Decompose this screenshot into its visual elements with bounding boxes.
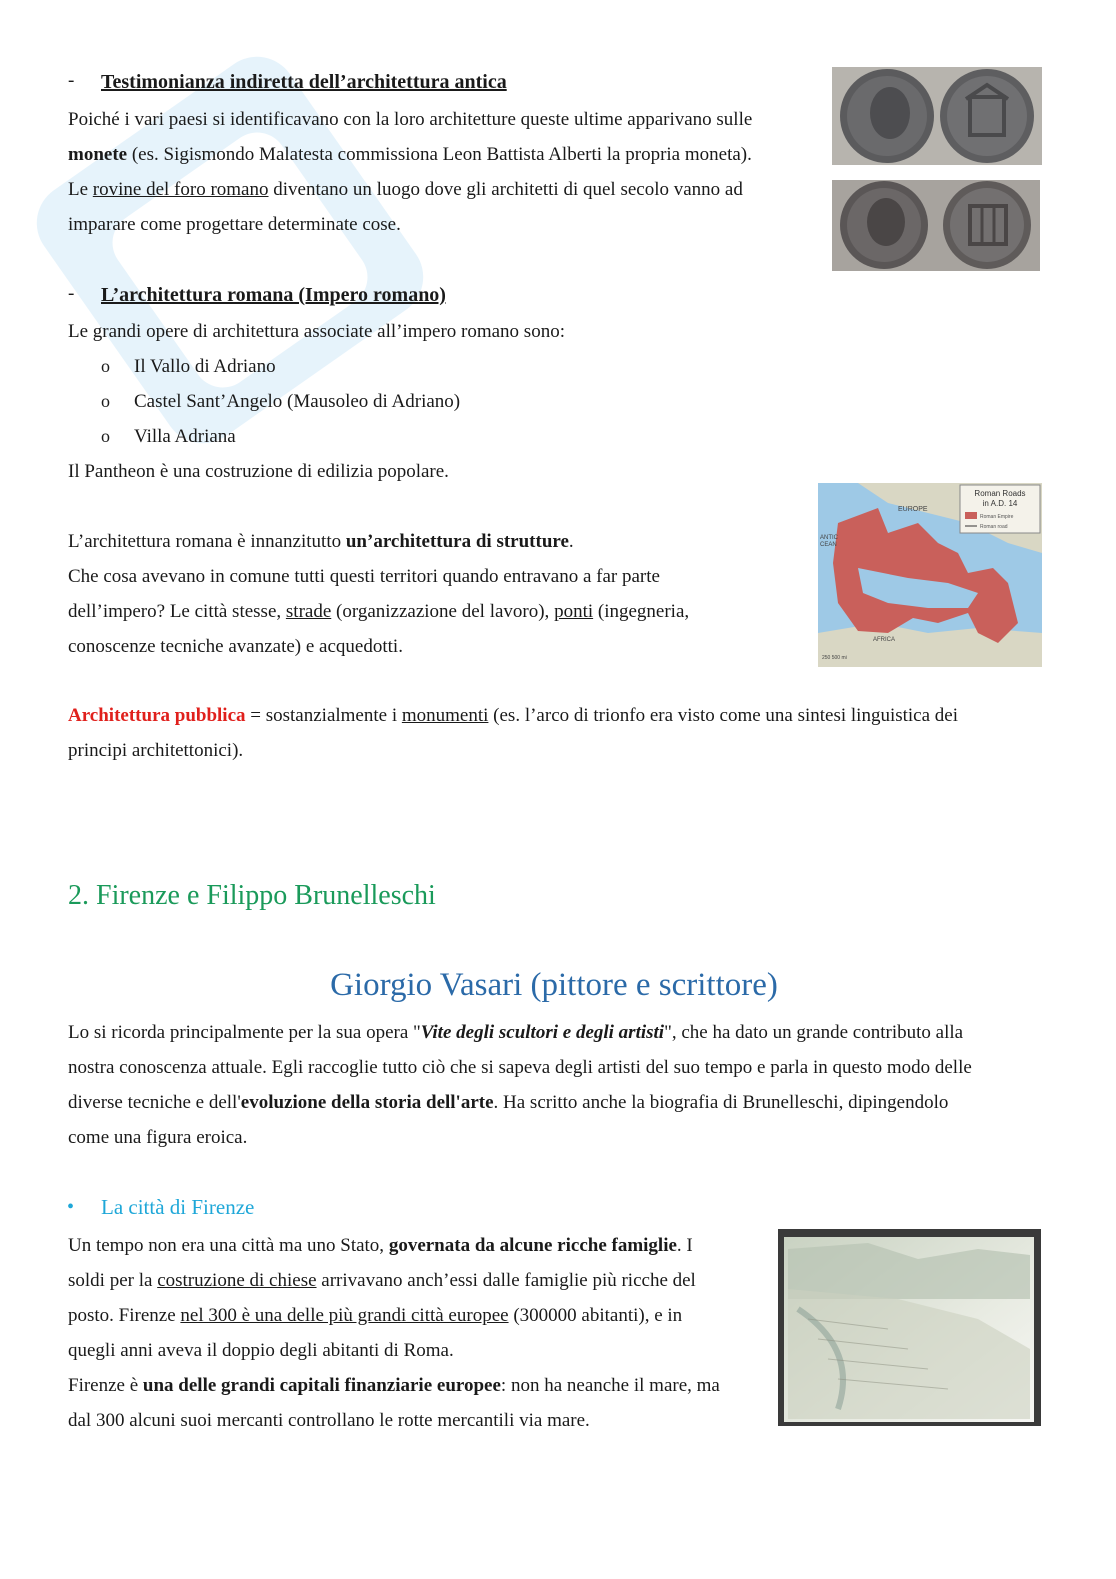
text-span: . I bbox=[676, 1235, 693, 1256]
text-span: diverse tecniche e dell' bbox=[68, 1092, 241, 1113]
roman-roads-map bbox=[818, 483, 1042, 667]
text-span: Firenze è bbox=[68, 1375, 143, 1396]
list-item: Il Vallo di Adriano bbox=[134, 356, 276, 377]
text-span: dell’impero? Le città stesse, bbox=[68, 601, 286, 622]
paragraph-line bbox=[68, 1269, 696, 1293]
text-span: (organizzazione del lavoro), bbox=[331, 601, 555, 622]
list-bullet: o bbox=[101, 426, 110, 446]
paragraph-line bbox=[68, 143, 752, 167]
bold-text: evoluzione della storia dell'arte bbox=[240, 1092, 494, 1113]
map-legend-empire: Roman Empire bbox=[980, 514, 1014, 520]
paragraph-line bbox=[68, 530, 574, 554]
underlined-text: strade bbox=[285, 601, 332, 622]
map-title-line1: Roman Roads bbox=[974, 489, 1026, 498]
text-span: soldi per la bbox=[68, 1270, 158, 1291]
florence-view-photo bbox=[778, 1229, 1041, 1426]
red-keyword: Architettura pubblica bbox=[68, 705, 246, 726]
map-scale: 250 500 mi bbox=[822, 655, 847, 661]
text-span: Le bbox=[68, 179, 93, 200]
underlined-text: rovine del foro romano bbox=[92, 179, 269, 200]
subsection-heading-firenze: La città di Firenze bbox=[101, 1195, 255, 1219]
text-span: ", che ha dato un grande contributo alla bbox=[664, 1022, 964, 1043]
paragraph-line: conoscenze tecniche avanzate) e acquedotti. bbox=[68, 636, 403, 657]
paragraph-line: imparare come progettare determinate cose. bbox=[68, 214, 401, 235]
paragraph-line: nostra conoscenza attuale. Egli raccoglie tutto ciò che si sapeva degli artisti del suo tempo e parla in questo modo delle bbox=[68, 1057, 972, 1078]
bold-text: un’architettura di strutture bbox=[345, 531, 569, 552]
map-label-ocean2: CEAN bbox=[820, 542, 837, 548]
underlined-text: nel 300 è una delle più grandi città europee bbox=[180, 1305, 509, 1326]
list-bullet: o bbox=[101, 356, 110, 376]
section-heading-architettura-romana: L’architettura romana (Impero romano) bbox=[101, 284, 446, 306]
map-label-europe: EUROPE bbox=[898, 506, 928, 513]
paragraph-line: principi architettonici). bbox=[68, 740, 244, 761]
paragraph-line bbox=[68, 1234, 693, 1258]
bold-text: monete bbox=[68, 144, 128, 165]
list-item: Villa Adriana bbox=[134, 426, 236, 447]
section-heading-testimonianza: Testimonianza indiretta dell’architettura antica bbox=[101, 71, 507, 93]
chapter-heading: 2. Firenze e Filippo Brunelleschi bbox=[68, 880, 436, 911]
text-span: arrivavano anch’essi dalle famiglie più ricche del bbox=[316, 1270, 696, 1291]
paragraph-line bbox=[68, 600, 689, 624]
dash-marker: - bbox=[68, 283, 75, 304]
text-span: (es. Sigismondo Malatesta commissiona Leon Battista Alberti la propria moneta). bbox=[127, 144, 752, 165]
text-span: (ingegneria, bbox=[593, 601, 690, 622]
legend-swatch-empire bbox=[965, 512, 977, 519]
paragraph-line: dal 300 alcuni suoi mercanti controllano le rotte mercantili via mare. bbox=[68, 1410, 590, 1431]
text-span: : non ha neanche il mare, ma bbox=[500, 1375, 720, 1396]
text-span: posto. Firenze bbox=[68, 1305, 181, 1326]
text-span: L’architettura romana è innanzitutto bbox=[68, 531, 346, 552]
text-span: Lo si ricorda principalmente per la sua opera " bbox=[68, 1022, 421, 1043]
text-span: = sostanzialmente i bbox=[245, 705, 402, 726]
map-label-africa: AFRICA bbox=[873, 637, 896, 643]
paragraph-line: Le grandi opere di architettura associate all’impero romano sono: bbox=[68, 321, 565, 342]
paragraph-line: quegli anni aveva il doppio degli abitanti di Roma. bbox=[68, 1340, 454, 1361]
text-span: Un tempo non era una città ma uno Stato, bbox=[68, 1235, 389, 1256]
map-title-line2: in A.D. 14 bbox=[982, 499, 1018, 508]
underlined-text: ponti bbox=[554, 601, 594, 622]
text-span: diventano un luogo dove gli architetti di quel secolo vanno ad bbox=[268, 179, 743, 200]
text-span: (300000 abitanti), e in bbox=[508, 1305, 683, 1326]
coin-image-2 bbox=[832, 180, 1040, 271]
bold-text: governata da alcune ricche famiglie bbox=[388, 1235, 677, 1256]
vasari-title: Giorgio Vasari (pittore e scrittore) bbox=[330, 967, 778, 1003]
map-legend-road: Roman road bbox=[980, 524, 1008, 530]
paragraph-line bbox=[68, 178, 743, 202]
paragraph-line: come una figura eroica. bbox=[68, 1127, 248, 1148]
paragraph-line bbox=[68, 704, 958, 728]
paragraph-line bbox=[68, 1021, 963, 1045]
dash-marker: - bbox=[68, 70, 75, 91]
bold-text: una delle grandi capitali finanziarie europee bbox=[142, 1375, 501, 1396]
paragraph-line bbox=[68, 1091, 948, 1115]
text-span: (es. l’arco di trionfo era visto come una sintesi linguistica dei bbox=[488, 705, 959, 726]
underlined-text: costruzione di chiese bbox=[157, 1270, 317, 1291]
paragraph-line bbox=[68, 1374, 720, 1398]
list-bullet: o bbox=[101, 391, 110, 411]
coin-image-1 bbox=[832, 67, 1042, 165]
paragraph-line: Il Pantheon è una costruzione di edilizia popolare. bbox=[68, 461, 449, 482]
underlined-text: monumenti bbox=[401, 705, 489, 726]
bold-italic-text: Vite degli scultori e degli artisti bbox=[420, 1022, 665, 1043]
text-span: . Ha scritto anche la biografia di Brunelleschi, dipingendolo bbox=[493, 1092, 949, 1113]
bullet-dot: • bbox=[67, 1196, 75, 1218]
list-item: Castel Sant’Angelo (Mausoleo di Adriano) bbox=[134, 391, 461, 412]
map-label-ocean: ANTIC bbox=[820, 535, 838, 541]
paragraph-line bbox=[68, 1304, 682, 1328]
text-span: . bbox=[568, 531, 574, 552]
paragraph-line: Poiché i vari paesi si identificavano con la loro architetture queste ultime apparivano sulle bbox=[68, 109, 753, 130]
paragraph-line: Che cosa avevano in comune tutti questi territori quando entravano a far parte bbox=[68, 566, 660, 587]
